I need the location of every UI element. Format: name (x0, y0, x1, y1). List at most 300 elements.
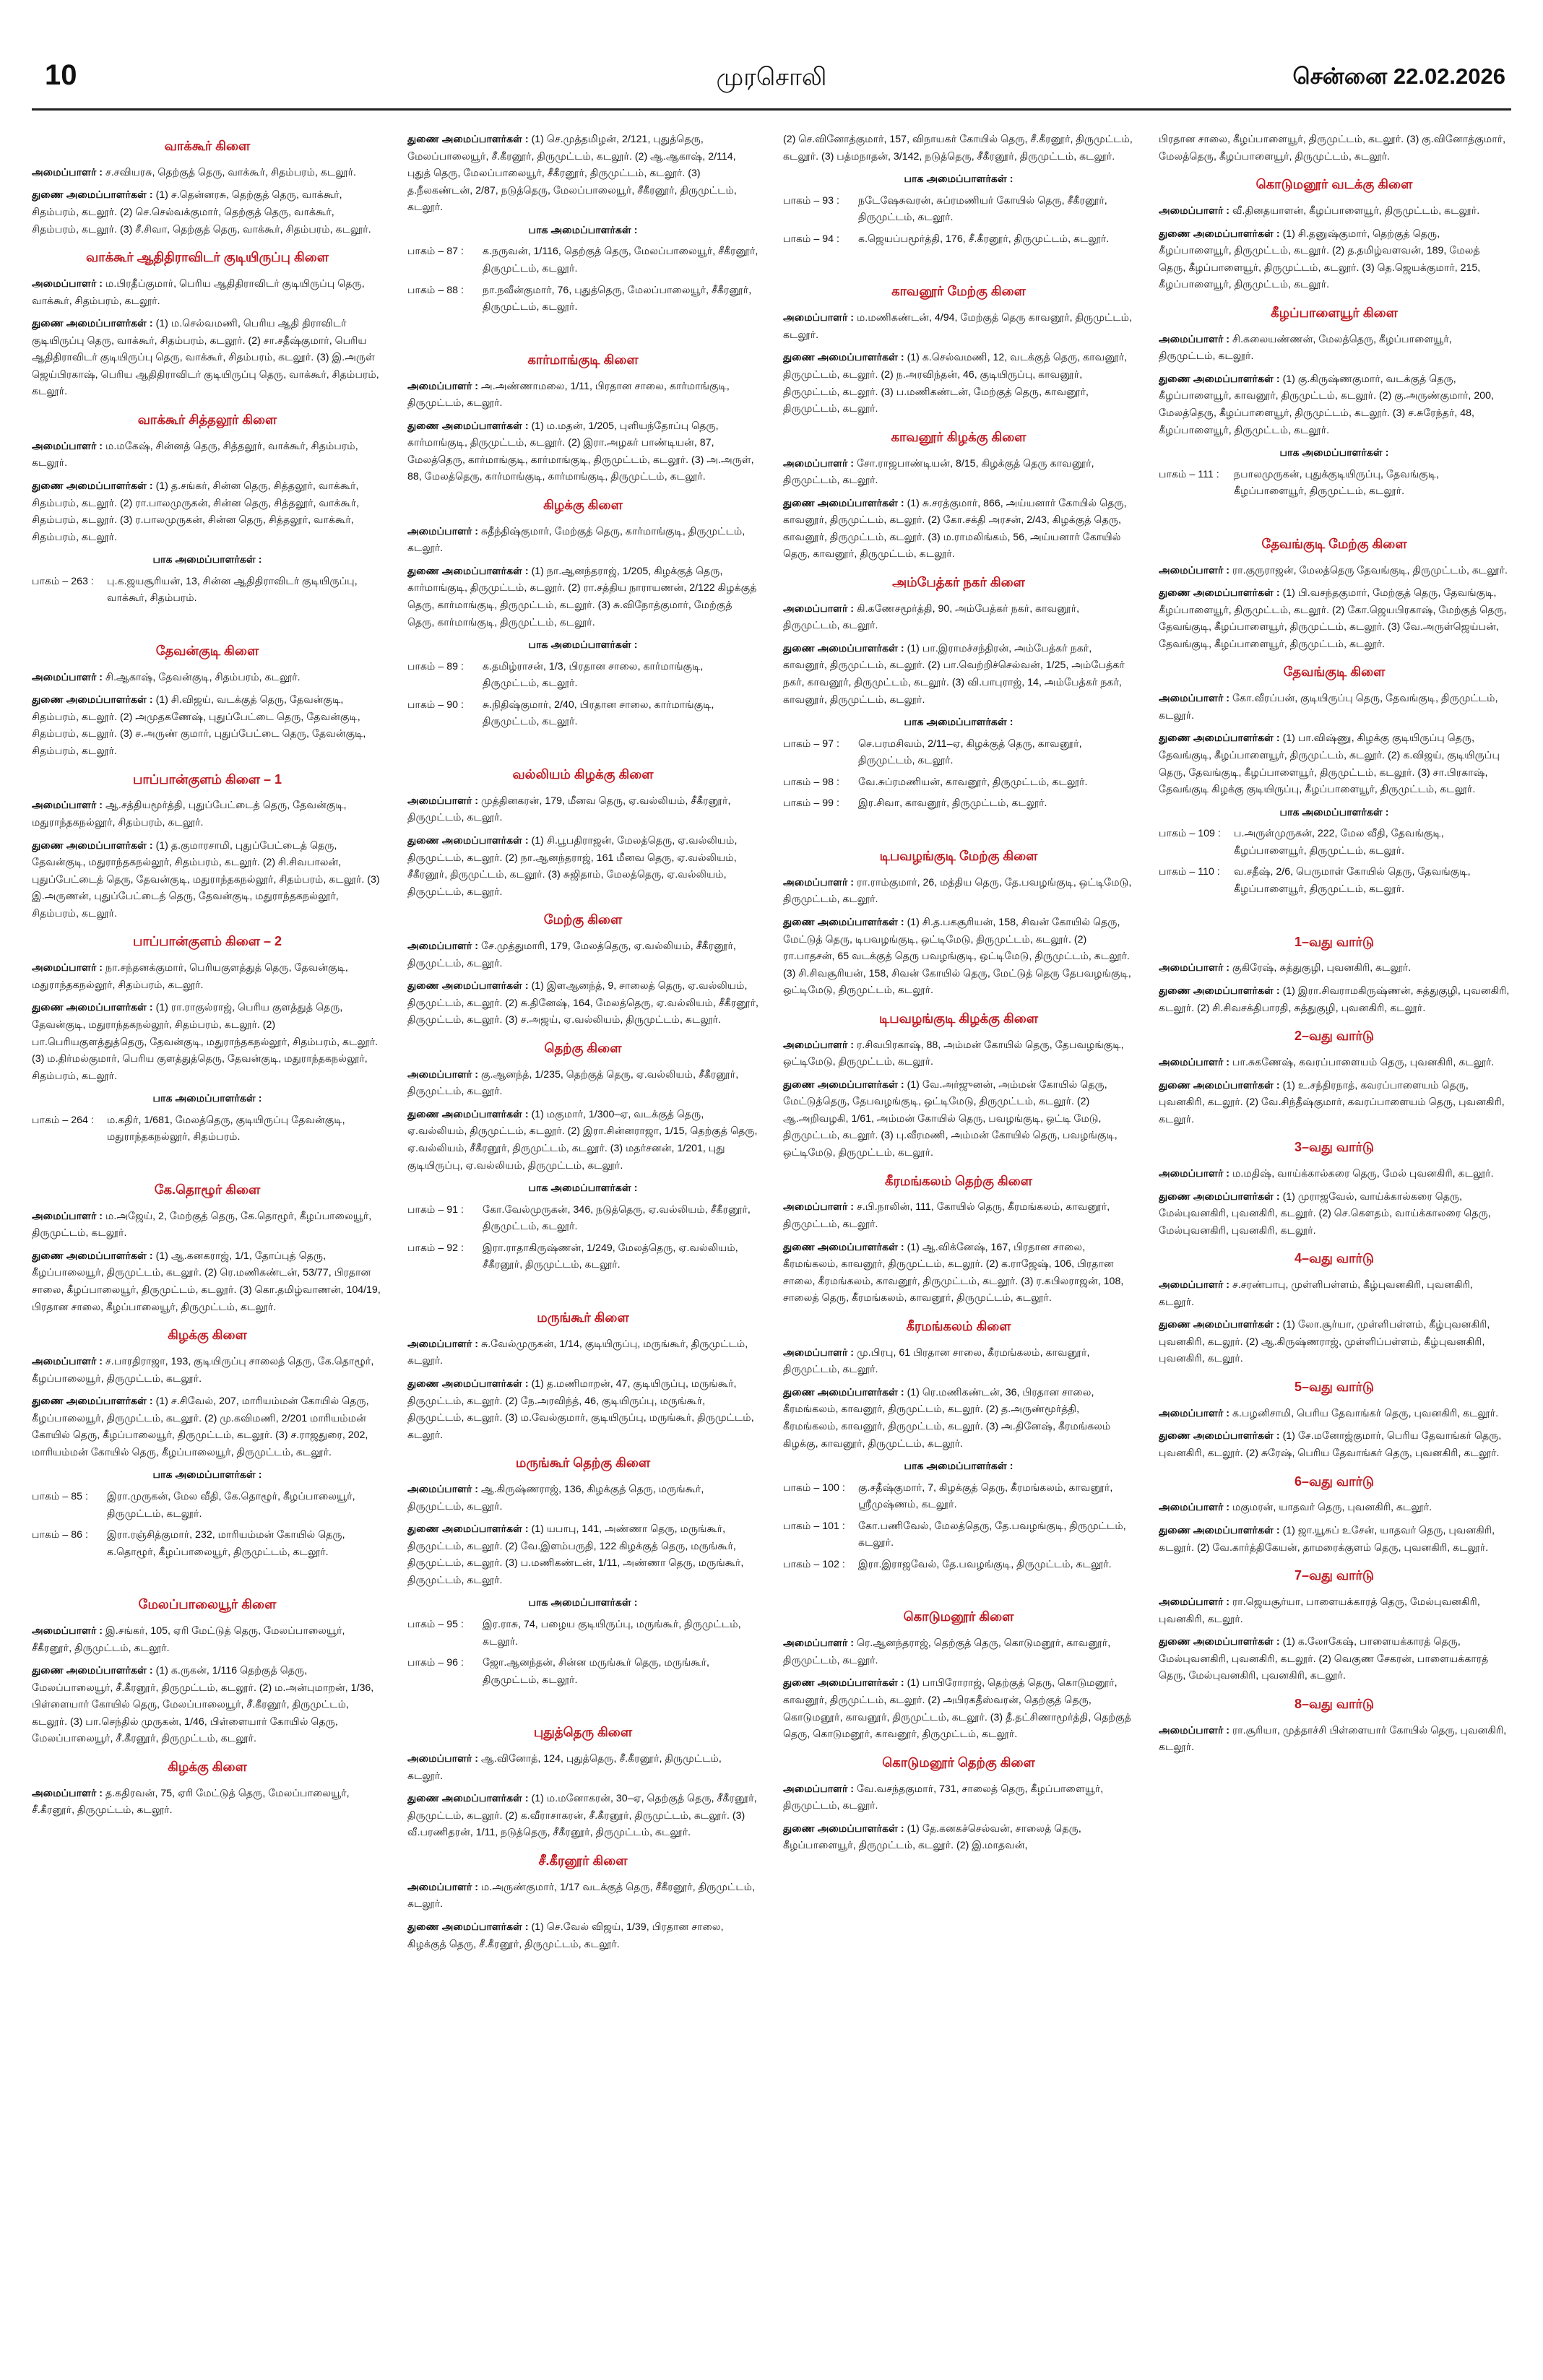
member-details: (1) ஜா.யூசுப் உசேன், யாதவர் தெரு, புவனகிரி, கடலூர். (2) வே.கார்த்திகேயன், தாமரைக்குளம் தெரு, புவனகிரி, கடலூர். (1159, 1525, 1495, 1554)
member-entry (407, 938, 758, 972)
member-entry (783, 1635, 1134, 1669)
column-3 (783, 131, 1134, 2363)
role-label: அமைப்பாளர் : (407, 795, 479, 807)
role-label: அமைப்பாளர் : (1159, 564, 1230, 576)
member-details: (1) பி.வசந்தகுமார், மேற்குத் தெரு, தேவங்குடி, கீழப்பாளையூர், திருமுட்டம், கடலூர். (2) கோ.ஜெயபிரகாஷ், மேற்குத் தெரு, தேவங்குடி, கீழப்பாளையூர், திருமுட்டம், கடலூர். (3) வே.அருள்ஜெய்பன், தேவங்குடி, கீழப்பாளையூர், திருமுட்டம், கடலூர். (1159, 587, 1507, 650)
member-details: ர.சிவபிரகாஷ், 88, அம்மன் கோயில் தெரு, தேபவழங்குடி, ஒட்டிமேடு, திருமுட்டம், கடலூர். (783, 1039, 1124, 1068)
member-details: ச.சவியரசு, தெற்குத் தெரு, வாக்கூர், சிதம்பரம், கடலூர். (103, 166, 356, 178)
branch-title: மருங்கூர் கிளை (537, 1310, 629, 1325)
branch-section (783, 427, 1134, 563)
member-details: (1) ம.மதன், 1/205, புளியந்தோப்பு தெரு, கார்மாங்குடி, திருமுட்டம், கடலூர். (2) இரா.அழகர் பாண்டியன், 87, மேலத்தெரு, கார்மாங்குடி, கார்மாங்குடி, திருமுட்டம், கடலூர். (3) அ.அருள், 88, மேலத்தெரு, கார்மாங்குடி, கார்மாங்குடி, திருமுட்டம், கடலூர். (407, 420, 754, 483)
member-details: ஆ.கிருஷ்ணராஜ், 136, கிழக்குத் தெரு, மருங்கூர், திருமுட்டம், கடலூர். (407, 1484, 704, 1513)
booth-details: நபாலமுருகன், புதுக்குடியிருப்பு, தேவங்குடி, கீழப்பாளையூர், திருமுட்டம், கடலூர். (1234, 468, 1440, 498)
member-entry (32, 960, 383, 994)
member-entry (407, 833, 758, 901)
booth-heading: பாக அமைப்பாளர்கள் : (528, 1597, 638, 1609)
booth-row (407, 697, 758, 731)
member-entry (1159, 1634, 1510, 1685)
member-details: நா.சந்தனக்குமார், பெரியகுளத்துத் தெரு, தேவன்குடி, மதுராந்தகநல்லூர், சிதம்பரம், கடலூர். (32, 962, 348, 991)
member-details: (1) சே.மனோஜ்குமார், பெரிய தேவாங்கர் தெரு, புவனகிரி, கடலூர். (2) சுரேஷ், பெரிய தேவாங்கர் தெரு, புவனகிரி, கடலூர். (1159, 1430, 1502, 1459)
member-entry (32, 1623, 383, 1657)
role-label: துணை அமைப்பாளர்கள் : (32, 1395, 153, 1408)
role-label: அமைப்பாளர் : (1159, 333, 1230, 345)
role-label: துணை அமைப்பாளர்கள் : (407, 834, 529, 847)
booth-heading: பாக அமைப்பாளர்கள் : (904, 1461, 1013, 1473)
booth-number: பாகம் – 93 : (783, 194, 839, 207)
member-entry (783, 1199, 1134, 1233)
member-details: (1) ஆ.கனகராஜ், 1/1, தோப்புத் தெரு, கீழப்பாலையூர், திருமுட்டம், கடலூர். (2) ரெ.மணிகண்டன், 53/77, பிரதான சாலை, கீழப்பாலையூர், திருமுட்டம், கடலூர். (3) கொ.தமிழ்வாணன், 104/19, பிரதான சாலை, கீழப்பாலையூர், திருமுட்டம், கடலூர். (32, 1250, 381, 1313)
branch-title: டிபவழங்குடி கிழக்கு கிளை (878, 1011, 1039, 1026)
role-label: துணை அமைப்பாளர்கள் : (407, 134, 529, 145)
member-details: ரா.சூரியா, முத்தாச்சி பிள்ளையார் கோயில் தெரு, புவனகிரி, கடலூர். (1159, 1724, 1507, 1754)
booth-row (407, 659, 758, 693)
branch-title: 6–வது வார்டு (1295, 1474, 1374, 1489)
branch-title: பாப்பான்குளம் கிளை – 1 (132, 771, 282, 787)
branch-title: 2–வது வார்டு (1295, 1029, 1374, 1044)
role-label: அமைப்பாளர் : (783, 1039, 855, 1051)
branch-section (1159, 534, 1510, 654)
role-label: துணை அமைப்பாளர்கள் : (1159, 1190, 1280, 1203)
branch-title: காவனூர் கிழக்கு கிளை (891, 429, 1026, 444)
branch-section (407, 1038, 758, 1299)
role-label: துணை அமைப்பாளர்கள் : (783, 1677, 904, 1689)
member-entry (783, 310, 1134, 344)
member-details: சே.முத்துமாரி, 179, மேலத்தெரு, ஏ.வல்லியம், சீகீரனூர், திருமுட்டம், கடலூர். (407, 940, 736, 969)
booth-row (32, 574, 383, 607)
member-details: (1) லோ.சூர்யா, முள்ளிபள்ளம், கீழ்புவனகிரி, புவனகிரி, கடலூர். (2) ஆ.கிருஷ்ணராஜ், முள்ளிப்பள்ளம், கீழ்புவனகிரி, புவனகிரி, கடலூர். (1159, 1319, 1490, 1365)
member-entry (783, 496, 1134, 563)
booth-details: இர.சிவா, காவனூர், திருமுட்டம், கடலூர். (858, 797, 1047, 810)
booth-number: பாகம் – 263 : (32, 575, 94, 587)
member-details: ரா.ராம்குமார், 26, மத்திய தெரு, தே.பவழங்குடி, ஒட்டிமேடு, திருமுட்டம், கடலூர். (783, 876, 1132, 906)
role-label: அமைப்பாளர் : (1159, 1056, 1230, 1068)
role-label: அமைப்பாளர் : (783, 312, 855, 324)
booth-row (32, 1489, 383, 1523)
member-details: (1) த.மணிமாறன், 47, குடியிருப்பு, மருங்கூர், திருமுட்டம், கடலூர். (2) நே.அரவிந்த், 46, குடியிருப்பு, மருங்கூர், திருமுட்டம், கடலூர். (3) ம.வேல்குமார், குடியிருப்பு, மருங்கூர், திருமுட்டம், கடலூர். (407, 1377, 754, 1441)
member-entry (1159, 1523, 1510, 1557)
role-label: துணை அமைப்பாளர்கள் : (1159, 228, 1280, 240)
branch-title: கீரமங்கலம் தெற்கு கிளை (885, 1173, 1032, 1188)
role-label: துணை அமைப்பாளர்கள் : (407, 1377, 529, 1390)
member-details: மகுமரன், யாதவர் தெரு, புவனகிரி, கடலூர். (1229, 1502, 1432, 1514)
booth-details: கோ.வேல்முருகன், 346, நடுத்தெரு, ஏ.வல்லியம், சீகீரனூர், திருமுட்டம், கடலூர். (483, 1203, 751, 1233)
branch-title: புதுத்தெரு கிளை (533, 1725, 633, 1740)
member-entry (32, 165, 383, 182)
member-details: வீ.தினதயாளன், கீழப்பாளையூர், திருமுட்டம், கடலூர். (1229, 205, 1480, 217)
role-label: துணை அமைப்பாளர்கள் : (783, 352, 904, 364)
role-label: துணை அமைப்பாளர்கள் : (783, 642, 904, 654)
branch-section (32, 136, 383, 238)
role-label: அமைப்பாளர் : (1159, 1279, 1230, 1291)
branch-section (783, 1316, 1134, 1598)
branch-section (783, 572, 1134, 837)
member-entry (783, 1037, 1134, 1071)
branch-section (32, 1594, 383, 1748)
column-1 (32, 131, 383, 2363)
member-details: இ.சங்கர், 105, ஏரி மேட்டுத் தெரு, மேலப்பாலையூர், சீகீரனூர், திருமுட்டம், கடலூர். (32, 1625, 345, 1654)
role-label: துணை அமைப்பாளர்கள் : (32, 1002, 153, 1014)
branch-title: தெற்கு கிளை (544, 1040, 622, 1055)
member-entry (783, 1781, 1134, 1815)
booth-number: பாகம் – 86 : (32, 1529, 88, 1541)
member-details: (1) க.செல்வமணி, 12, வடக்குத் தெரு, காவனூர், திருமுட்டம், கடலூர். (2) ந.அரவிந்தன், 46, குடியிருப்பு, காவனூர், திருமுட்டம், கடலூர். (3) ப.மணிகண்டன், மேற்குத் தெரு, காவனூர், திருமுட்டம், கடலூர். (783, 352, 1128, 415)
member-details: சி.ஆகாஷ், தேவன்குடி, சிதம்பரம், கடலூர். (103, 671, 301, 683)
member-details: பிரதான சாலை, கீழப்பாளையூர், திருமுட்டம், கடலூர். (3) கு.வினோத்குமார், மேலத்தெரு, கீழப்பாளையூர், திருமுட்டம், கடலூர். (1159, 134, 1506, 163)
booth-row (32, 1112, 383, 1146)
member-entry (32, 670, 383, 687)
member-details: (1) நா.ஆனந்தராஜ், 1/205, கிழக்குத் தெரு, கார்மாங்குடி, திருமுட்டம், கடலூர். (2) ரா.சத்திய நாராயணன், 2/122 கிழக்குத் தெரு, கார்மாங்குடி, திருமுட்டம், கடலூர். (3) சு.விநோத்குமார், மேற்குத் தெரு, கார்மாங்குடி, திருமுட்டம், கடலூர். (407, 565, 757, 628)
booth-number: பாகம் – 264 : (32, 1114, 94, 1126)
member-entry (32, 1663, 383, 1748)
member-details: (1) வே.அர்ஜுனன், அம்மன் கோயில் தெரு, மேட்டுத்தெரு, தேபவழங்குடி, ஒட்டிமேடு, திருமுட்டம், கடலூர். (2) ஆ.அறிவழகி, 1/61, அம்மன் கோயில் தெரு, பவழங்குடி, ஒட்டி மேடு, திருமுட்டம், கடலூர். (3) பு.வீரமணி, அம்மன் கோயில் தெரு, பவழங்குடி, ஒட்டிமேடு, திருமுட்டம், கடலூர். (783, 1078, 1118, 1159)
member-details: த.கதிரவன், 75, ஏரி மேட்டுத் தெரு, மேலப்பாலையூர், சீ.கீரனூர், திருமுட்டம், கடலூர். (32, 1787, 350, 1817)
branch-title: 1–வது வார்டு (1295, 934, 1374, 949)
member-entry (407, 1481, 758, 1515)
role-label: துணை அமைப்பாளர்கள் : (407, 980, 529, 992)
member-details: ம.அருண்குமார், 1/17 வடக்குத் தெரு, சீகீரனூர், திருமுட்டம், கடலூர். (407, 1881, 756, 1911)
booth-row (783, 231, 1134, 248)
branch-title: வல்லியம் கிழக்கு கிளை (512, 766, 654, 782)
branch-title: மேற்கு கிளை (543, 912, 623, 927)
member-details: (1) ம.மனோகரன், 30–ஏ, தெற்குத் தெரு, சீகீரனூர், திருமுட்டம், கடலூர். (2) க.வீராசாகரன், சீ.கீரனூர், திருமுட்டம், கடலூர். (3) வீ.பரணிதரன், 1/11, நடுத்தெரு, சீகீரனூர், திருமுட்டம், கடலூர். (407, 1793, 757, 1839)
role-label: துணை அமைப்பாளர்கள் : (32, 480, 153, 492)
member-details: (1) க.லோகேஷ், பாளையக்காரத் தெரு, மேல்புவனகிரி, புவனகிரி, கடலூர். (2) வெகுண சேகரன், பாளையக்காரத் தெரு, மேல்புவனகிரி, புவனகிரி, கடலூர். (1159, 1636, 1489, 1682)
branch-title: 3–வது வார்டு (1295, 1140, 1374, 1155)
member-details: ரா.ஜெயசூர்யா, பாளையக்காரத் தெரு, மேல்புவனகிரி, புவனகிரி, கடலூர். (1159, 1596, 1480, 1625)
member-details: பா.சுகணேஷ், கவரப்பாளையம் தெரு, புவனகிரி, கடலூர். (1229, 1056, 1495, 1068)
member-details: (1) பாபிரோராஜ், தெற்குத் தெரு, கொடுமனூர், காவனூர், திருமுட்டம், கடலூர். (2) அபிரகதீஸ்வரன், தெற்குத் தெரு, கொடுமனூர், காவனூர், திருமுட்டம், கடலூர். (3) தீ.தட்சிணாமூர்த்தி, தெற்குத் தெரு, கொடுமனூர், காவனூர், திருமுட்டம், கடலூர். (783, 1677, 1131, 1741)
member-details: (1) முராஜவேல், வாய்க்கால்கரை தெரு, மேல்புவனகிரி, புவனகிரி, கடலூர். (2) செ.கௌதம், வாய்க்காலரை தெரு, மேல்புவனகிரி, புவனகிரி, கடலூர். (1159, 1190, 1491, 1237)
member-entry (1159, 585, 1510, 653)
branch-section (407, 1307, 758, 1444)
member-entry (407, 1107, 758, 1174)
member-entry (32, 316, 383, 401)
booth-row (783, 1518, 1134, 1552)
booth-number: பாகம் – 101 : (783, 1520, 845, 1532)
role-label: அமைப்பாளர் : (407, 1068, 479, 1081)
member-entry (32, 438, 383, 472)
member-details: ஆ.வினோத், 124, புதுத்தெரு, சீ.கீரனூர், திருமுட்டம், கடலூர். (407, 1753, 722, 1782)
member-entry (1159, 1428, 1510, 1462)
member-entry (407, 418, 758, 486)
booth-number: பாகம் – 109 : (1159, 828, 1221, 840)
booth-row (407, 1202, 758, 1236)
member-entry (32, 838, 383, 923)
role-label: அமைப்பாளர் : (1159, 205, 1230, 217)
branch-section (32, 641, 383, 761)
branch-section (1159, 1694, 1510, 1757)
branch-section (1159, 174, 1510, 294)
branch-title: கீரமங்கலம் கிளை (906, 1318, 1011, 1333)
role-label: துணை அமைப்பாளர்கள் : (407, 1793, 529, 1805)
role-label: துணை அமைப்பாளர்கள் : (32, 839, 153, 852)
role-label: துணை அமைப்பாளர்கள் : (1159, 1636, 1280, 1648)
member-details: (1) தே.கனகச்செல்வன், சாலைத் தெரு, கீழப்பாளையூர், திருமுட்டம், கடலூர். (2) இ.மாதவன், (783, 1822, 1081, 1852)
role-label: துணை அமைப்பாளர்கள் : (783, 497, 904, 509)
role-label: துணை அமைப்பாளர்கள் : (407, 565, 529, 577)
branch-title: அம்பேத்கர் நகர் கிளை (892, 574, 1025, 589)
column-4 (1159, 131, 1510, 2363)
branch-title: கிழக்கு கிளை (168, 1760, 247, 1774)
section-spacer (407, 321, 758, 341)
member-details: சுதீந்திஷ்குமார், மேற்குத் தெரு, கார்மாங்குடி, திருமுட்டம், கடலூர். (407, 525, 745, 555)
branch-title: தேவன்குடி கிளை (155, 643, 259, 658)
member-entry (1159, 131, 1510, 165)
branch-title: தேவங்குடி கிளை (1283, 665, 1386, 680)
role-label: அமைப்பாளர் : (407, 525, 479, 537)
branch-section (407, 909, 758, 1029)
member-entry (1159, 1406, 1510, 1423)
member-entry (407, 978, 758, 1029)
member-details: ஆ.சத்தியமூர்த்தி, புதுப்பேட்டைத் தெரு, தேவன்குடி, மதுராந்தகநல்லூர், சிதம்பரம், கடலூர். (32, 800, 347, 828)
branch-title: கிழக்கு கிளை (543, 497, 623, 512)
member-entry (1159, 960, 1510, 977)
member-entry (32, 478, 383, 546)
member-entry (407, 793, 758, 827)
member-details: சி.கலையண்ணன், மேலத்தெரு, கீழப்பாளையூர், திருமுட்டம், கடலூர். (1159, 333, 1452, 363)
section-spacer (32, 612, 383, 632)
member-details: ச.பாரதிராஜா, 193, குடியிருப்பு சாலைத் தெரு, கே.தொழூர், கீழப்பாலையூர், திருமுட்டம், கடலூர். (32, 1356, 374, 1385)
member-details: (1) பா.இராமச்சந்திரன், அம்பேத்கர் நகர், காவனூர், திருமுட்டம், கடலூர். (2) பா.வெற்றிச்செல்வன், 1/25, அம்பேத்கர் நகர், காவனூர், திருமுட்டம், கடலூர். (3) வி.பாபுராஜ், 14, அம்பேத்கர் நகர், காவனூர், திருமுட்டம், கடலூர். (783, 642, 1125, 706)
member-entry (32, 1208, 383, 1242)
branch-section (783, 846, 1134, 1000)
member-entry (407, 1336, 758, 1370)
branch-title: வாக்கூர் சித்தலூர் கிளை (137, 412, 277, 427)
member-entry (407, 131, 758, 217)
member-entry (783, 1821, 1134, 1855)
booth-row (407, 1240, 758, 1274)
booth-heading: பாக அமைப்பாளர்கள் : (152, 554, 262, 566)
role-label: துணை அமைப்பாளர்கள் : (32, 189, 153, 202)
booth-number: பாகம் – 99 : (783, 797, 839, 810)
branch-title: வாக்கூர் ஆதிதிராவிடர் குடியிருப்பு கிளை (86, 250, 329, 265)
role-label: துணை அமைப்பாளர்கள் : (32, 1250, 153, 1262)
member-entry (407, 1791, 758, 1842)
role-label: துணை அமைப்பாளர்கள் : (32, 1665, 153, 1677)
member-details: (1) த.குமாரசாமி, புதுப்பேட்டைத் தெரு, தேவன்குடி, மதுராந்தகநல்லூர், சிதம்பரம், கடலூர். (2) சி.சிவபாலன், புதுப்பேட்டைத் தெரு, தேவன்குடி, மதுராந்தகநல்லூர், சிதம்பரம், கடலூர். (3) இ.அருணன், புதுப்பேட்டைத் தெரு, தேவன்குடி, மதுராந்தகநல்லூர், சிதம்பரம், கடலூர். (32, 839, 380, 919)
role-label: துணை அமைப்பாளர்கள் : (407, 1921, 529, 1933)
booth-row (407, 1655, 758, 1689)
booth-row (407, 243, 758, 277)
branch-title: கீழப்பாளையூர் கிளை (1271, 305, 1398, 320)
branch-section (1159, 131, 1510, 165)
booth-details: இர.ராசு, 74, பழைய குடியிருப்பு, மருங்கூர், திருமுட்டம், கடலூர். (483, 1619, 741, 1648)
booth-row (783, 1557, 1134, 1574)
member-entry (32, 276, 383, 310)
section-spacer (407, 735, 758, 756)
member-entry (1159, 983, 1510, 1017)
role-label: அமைப்பாளர் : (32, 166, 103, 178)
role-label: அமைப்பாளர் : (783, 1783, 855, 1795)
member-entry (783, 1345, 1134, 1379)
member-details: க.பழனிசாமி, பெரிய தேவாங்கர் தெரு, புவனகிரி, கடலூர். (1229, 1407, 1499, 1419)
booth-details: இரா.ராதாகிருஷ்ணன், 1/249, மேலத்தெரு, ஏ.வல்லியம், சீகீரனூர், திருமுட்டம், கடலூர். (483, 1242, 738, 1271)
member-details: சு.வேல்முருகன், 1/14, குடியிருப்பு, மருங்கூர், திருமுட்டம், கடலூர். (407, 1338, 748, 1367)
booth-heading: பாக அமைப்பாளர்கள் : (528, 1182, 638, 1195)
role-label: துணை அமைப்பாளர்கள் : (407, 1108, 529, 1120)
branch-section (1159, 1026, 1510, 1128)
booth-details: க.நருவன், 1/116, தெற்குத் தெரு, மேலப்பாலையூர், சீகீரனூர், திருமுட்டம், கடலூர். (483, 246, 758, 274)
booth-details: இரா.இராஜவேல், தே.பவழங்குடி, திருமுட்டம், கடலூர். (858, 1558, 1112, 1570)
member-details: (1) சி.விஜய், வடக்குத் தெரு, தேவன்குடி, சிதம்பரம், கடலூர். (2) அமுதகணேஷ், புதுப்பேட்டை தெரு, தேவன்குடி, சிதம்பரம், கடலூர். (3) ச.அருண் குமார், புதுப்பேட்டை தெரு, தேவன்குடி, சிதம்பரம், கடலூர். (32, 694, 366, 757)
member-entry (1159, 1277, 1510, 1311)
booth-details: கு.சதீஷ்குமார், 7, கிழக்குத் தெரு, கீரமங்கலம், காவனூர், ஸ்ரீமுஷ்ணம், கடலூர். (858, 1481, 1113, 1511)
branch-title: கொடுமனூர் வடக்கு கிளை (1255, 177, 1413, 192)
role-label: துணை அமைப்பாளர்கள் : (32, 318, 153, 330)
newspaper-title: முரசொலி (716, 64, 827, 91)
member-entry (1159, 203, 1510, 220)
booth-number: பாகம் – 95 : (407, 1619, 464, 1630)
branch-title: 7–வது வார்டு (1295, 1568, 1374, 1583)
member-entry (1159, 371, 1510, 439)
booth-heading: பாக அமைப்பாளர்கள் : (904, 173, 1013, 186)
booth-row (783, 795, 1134, 813)
member-details: (1) இளஆனந்த், 9, சாலைத் தெரு, ஏ.வல்லியம், திருமுட்டம், கடலூர். (2) சு.தினேஷ், 164, மேலத்தெரு, ஏ.வல்லியம், சீகீரனூர், திருமுட்டம், கடலூர். (3) ச.அஜய், ஏ.வல்லியம், திருமுட்டம், கடலூர். (407, 980, 758, 1026)
member-entry (32, 1354, 383, 1388)
branch-section (783, 1171, 1134, 1307)
role-label: துணை அமைப்பாளர்கள் : (407, 1523, 529, 1536)
booth-row (1159, 864, 1510, 898)
booth-number: பாகம் – 85 : (32, 1490, 88, 1502)
member-entry (783, 1675, 1134, 1743)
member-entry (783, 1239, 1134, 1307)
member-entry (1159, 332, 1510, 365)
branch-section (32, 410, 383, 632)
booth-number: பாகம் – 94 : (783, 233, 839, 245)
member-entry (783, 875, 1134, 909)
member-entry (783, 601, 1134, 635)
member-entry (1159, 1055, 1510, 1072)
branch-title: வாக்கூர் கிளை (164, 139, 251, 153)
section-spacer (1159, 505, 1510, 525)
role-label: அமைப்பாளர் : (407, 1338, 479, 1350)
member-entry (407, 378, 758, 412)
booth-details: செ.பரமசிவம், 2/11–ஏ, கிழக்குத் தெரு, காவனூர், திருமுட்டம், கடலூர். (858, 737, 1082, 767)
booth-row (783, 736, 1134, 770)
member-details: மு.பிரபு, 61 பிரதான சாலை, கீரமங்கலம், காவனூர், திருமுட்டம், கடலூர். (783, 1346, 1090, 1376)
member-entry (407, 1376, 758, 1444)
booth-details: ப.அருள்முருகன், 222, மேல வீதி, தேவங்குடி, கீழப்பாளையூர், திருமுட்டம், கடலூர். (1234, 828, 1444, 857)
member-details: (1) மகுமார், 1/300–ஏ, வடக்குத் தெரு, ஏ.வல்லியம், திருமுட்டம், கடலூர். (2) இரா.சின்னராஜா, 1/15, தெற்குத் தெரு, ஏ.வல்லியம், சீகீரனூர், திருமுட்டம், கடலூர். (3) மதர்சனன், 1/201, புது குடியிருப்பு, ஏ.வல்லியம், திருமுட்டம், கடலூர். (407, 1108, 758, 1172)
edition-date: சென்னை 22.02.2026 (1292, 64, 1505, 89)
booth-number: பாகம் – 92 : (407, 1242, 464, 1254)
member-details: கோ.வீரப்பன், குடியிருப்பு தெரு, தேவங்குடி, திருமுட்டம், கடலூர். (1159, 693, 1498, 722)
member-details: (1) ஆ.விக்னேஷ், 167, பிரதான சாலை, கீரமங்கலம், காவனூர், திருமுட்டம், கடலூர். (2) க.ராஜேஷ், 106, பிரதான சாலை, கீரமங்கலம், காவனூர், திருமுட்டம், கடலூர். (3) ர.கபிலராஜன், 108, சாலைத் தெரு, கீரமங்கலம், காவனூர், திருமுட்டம், கடலூர். (783, 1241, 1124, 1304)
article-columns (32, 131, 1511, 2363)
branch-section (32, 931, 383, 1171)
member-entry (32, 1248, 383, 1316)
booth-details: நடேஷேசுவரன், சுப்ரமணியர் கோயில் தெரு, சீகீரனூர், திருமுட்டம், கடலூர். (858, 194, 1107, 224)
branch-section (32, 247, 383, 401)
branch-section (1159, 1137, 1510, 1239)
member-entry (1159, 1189, 1510, 1240)
member-entry (783, 1385, 1134, 1453)
branch-section (407, 350, 758, 486)
member-details: (1) த.சங்கர், சின்ன தெரு, சித்தலூர், வாக்கூர், சிதம்பரம், கடலூர். (2) ரா.பாலமுருகன், சின்ன தெரு, சித்தலூர், வாக்கூர், சிதம்பரம், கடலூர். (3) ர.பாலமுருகன், சின்ன தெரு, சித்தலூர், வாக்கூர், சிதம்பரம், கடலூர். (32, 480, 360, 543)
role-label: அமைப்பாளர் : (1159, 693, 1230, 705)
branch-section (32, 769, 383, 923)
booth-number: பாகம் – 111 : (1159, 468, 1219, 480)
role-label: துணை அமைப்பாளர்கள் : (1159, 985, 1280, 997)
branch-section (783, 1606, 1134, 1743)
role-label: அமைப்பாளர் : (32, 962, 103, 974)
role-label: துணை அமைப்பாளர்கள் : (783, 1078, 904, 1091)
role-label: அமைப்பாளர் : (783, 602, 855, 615)
member-details: (1) ரெ.மணிகண்டன், 36, பிரதான சாலை, கீரமங்கலம், காவனூர், திருமுட்டம், கடலூர். (2) த.அருண்மூர்த்தி, கீரமங்கலம், காவனூர், திருமுட்டம், கடலூர். (3) அ.தினேஷ், கீரமங்கலம் கிழக்கு, காவனூர், திருமுட்டம், கடலூர். (783, 1386, 1111, 1450)
branch-section (407, 131, 758, 341)
member-details: ச.பி.நாலின், 111, கோயில் தெரு, கீரமங்கலம், காவனூர், திருமுட்டம், கடலூர். (783, 1201, 1110, 1230)
booth-row (783, 774, 1134, 792)
role-label: அமைப்பாளர் : (32, 800, 103, 812)
member-details: சோ.ராஜபாண்டியன், 8/15, கிழக்குத் தெரு காவனூர், திருமுட்டம், கடலூர். (783, 457, 1094, 487)
booth-heading: பாக அமைப்பாளர்கள் : (152, 1469, 262, 1481)
section-spacer (32, 1151, 383, 1171)
role-label: அமைப்பாளர் : (32, 278, 103, 290)
branch-section (783, 281, 1134, 417)
branch-section (407, 495, 758, 756)
booth-number: பாகம் – 89 : (407, 660, 464, 672)
booth-details: பு.க.ஜயசூரியன், 13, சின்ன ஆதிதிராவிடர் குடியிருப்பு, வாக்கூர், சிதம்பரம். (107, 575, 358, 605)
branch-section (32, 1325, 383, 1585)
booth-number: பாகம் – 97 : (783, 737, 839, 750)
branch-section (1159, 1377, 1510, 1463)
role-label: அமைப்பாளர் : (1159, 1502, 1230, 1514)
booth-row (407, 1617, 758, 1650)
member-entry (32, 187, 383, 238)
booth-row (783, 193, 1134, 227)
branch-section (1159, 662, 1510, 922)
role-label: அமைப்பாளர் : (1159, 1596, 1230, 1608)
branch-section (1159, 1471, 1510, 1557)
member-entry (32, 797, 383, 831)
member-entry (1159, 563, 1510, 580)
branch-section (783, 131, 1134, 272)
role-label: அமைப்பாளர் : (32, 671, 103, 683)
branch-title: மருங்கூர் தெற்கு கிளை (515, 1455, 651, 1471)
branch-title: கொடுமனூர் கிளை (903, 1609, 1014, 1624)
role-label: அமைப்பாளர் : (32, 1787, 103, 1799)
member-entry (1159, 730, 1510, 798)
page-number: 10 (45, 59, 77, 91)
member-details: ரெ.ஆனந்தராஜ், தெற்குத் தெரு, கொடுமனூர், காவனூர், திருமுட்டம், கடலூர். (783, 1637, 1111, 1666)
member-details: வே.வசந்தகுமார், 731, சாலைத் தெரு, கீழப்பாளையூர், திருமுட்டம், கடலூர். (783, 1783, 1104, 1812)
role-label: அமைப்பாளர் : (32, 1356, 103, 1367)
branch-section (407, 1851, 758, 1953)
booth-heading: பாக அமைப்பாளர்கள் : (1279, 806, 1389, 818)
branch-title: டிபவழங்குடி மேற்கு கிளை (879, 848, 1038, 863)
role-label: அமைப்பாளர் : (783, 876, 855, 888)
member-details: (1) இரா.சிவராமகிருஷ்ணன், சுத்துகுழி, புவனகிரி, கடலூர். (2) சி.சிவசக்திபாரதி, சுத்துகுழி, புவனகிரி, கடலூர். (1159, 985, 1510, 1014)
booth-number: பாகம் – 110 : (1159, 866, 1220, 878)
section-spacer (1159, 903, 1510, 923)
member-entry (783, 1077, 1134, 1162)
member-details: (1) ச.சிவேல், 207, மாரியம்மன் கோயில் தெரு, கீழப்பாலையூர், திருமுட்டம், கடலூர். (2) மு.கவிமணி, 2/201 மாரியம்மன் கோயில் தெரு, கீழப்பாலையூர், திருமுட்டம், கடலூர். (3) ச.ராஜதுரை, 202, மாரியம்மன் கோயில் தெரு, கீழப்பாலையூர், திருமுட்டம், கடலூர். (32, 1395, 369, 1458)
booth-heading: பாக அமைப்பாளர்கள் : (904, 717, 1013, 729)
booth-details: ஜோ.ஆனந்தன், சின்ன மருங்கூர் தெரு, மருங்கூர், திருமுட்டம், கடலூர். (483, 1657, 709, 1686)
member-entry (32, 1000, 383, 1085)
booth-details: இரா.முருகன், மேல வீதி, கே.தொழூர், கீழப்பாலையூர், திருமுட்டம், கடலூர். (107, 1490, 355, 1520)
booth-details: கோ.பணிவேல், மேலத்தெரு, தே.பவழங்குடி, திருமுட்டம், கடலூர். (858, 1520, 1126, 1549)
member-entry (407, 1879, 758, 1913)
section-spacer (783, 252, 1134, 272)
booth-heading: பாக அமைப்பாளர்கள் : (152, 1093, 262, 1105)
role-label: அமைப்பாளர் : (407, 1881, 479, 1893)
section-spacer (407, 1693, 758, 1713)
booth-details: வ.சதீஷ், 2/6, பெருமாள் கோயில் தெரு, தேவங்குடி, கீழப்பாளையூர், திருமுட்டம், கடலூர். (1234, 866, 1471, 895)
branch-title: கொடுமனூர் தெற்கு கிளை (882, 1754, 1035, 1770)
role-label: அமைப்பாளர் : (783, 1201, 855, 1213)
branch-section (407, 764, 758, 901)
